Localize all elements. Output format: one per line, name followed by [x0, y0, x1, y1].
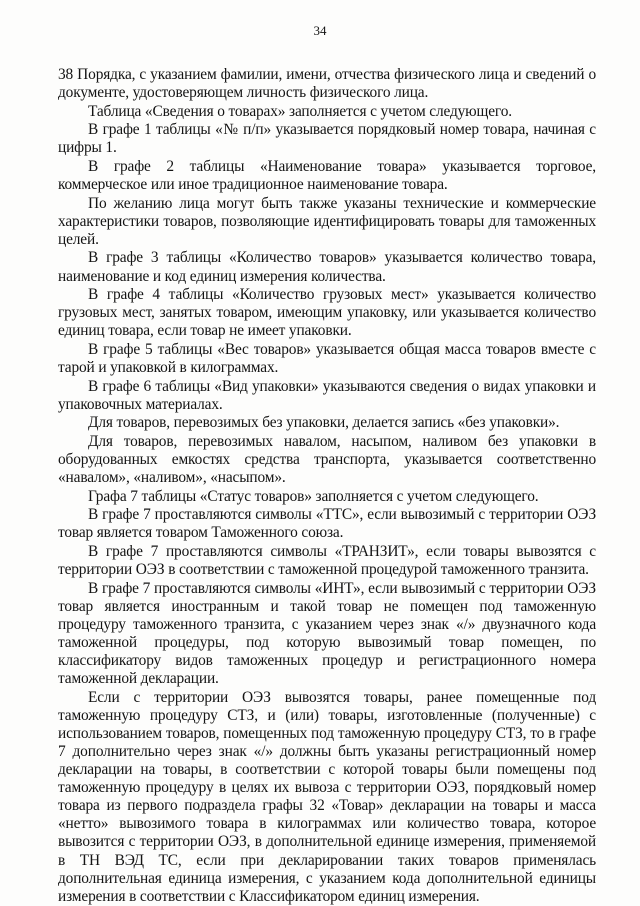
paragraph: В графе 3 таблицы «Количество товаров» указывается количество товара, наименование и код единиц измерения количества.: [58, 249, 596, 285]
paragraph: В графе 7 проставляются символы «ИНТ», если вывозимый с территории ОЭЗ товар является иностранным и такой товар не помещен под таможенную процедуру таможенного транзита, с указанием через знак «/» двузначного кода таможенной процедуры, под которую вывозимый товар помещен, по классификатору видов таможенных процедур и регистрационного номера таможенной декларации.: [58, 579, 596, 688]
paragraph: В графе 5 таблицы «Вес товаров» указывается общая масса товаров вместе с тарой и упаковкой в килограммах.: [58, 340, 596, 376]
paragraph: 38 Порядка, с указанием фамилии, имени, отчества физического лица и сведений о документе, удостоверяющем личность физического лица.: [58, 66, 596, 102]
document-body: [58, 66, 596, 906]
page-number: 34: [313, 23, 327, 38]
paragraph: Таблица «Сведения о товарах» заполняется с учетом следующего.: [88, 102, 512, 120]
paragraph: В графе 1 таблицы «№ п/п» указывается порядковый номер товара, начиная с цифры 1.: [58, 121, 596, 157]
paragraph: В графе 6 таблицы «Вид упаковки» указываются сведения о видах упаковки и упаковочных материалах.: [58, 377, 596, 413]
paragraph: В графе 4 таблицы «Количество грузовых мест» указывается количество грузовых мест, занятых товаром, имеющим упаковку, или указывается количество единиц товара, если товар не имеет упаковки.: [58, 286, 596, 340]
paragraph: В графе 7 проставляются символы «ТТС», если вывозимый с территории ОЭЗ товар является товаром Таможенного союза.: [58, 506, 596, 542]
paragraph: По желанию лица могут быть также указаны технические и коммерческие характеристики товаров, позволяющие идентифицировать товары для таможенных целей.: [58, 194, 596, 248]
paragraph: Если с территории ОЭЗ вывозятся товары, ранее помещенные под таможенную процедуру СТЗ, и (или) товары, изготовленные (полученные) с использованием товаров, помещенных под таможенную процедуру СТЗ, то в графе 7 дополнительно через знак «/» должны быть указаны регистрационный номер декларации на товары, в соответствии с которой товары были помещены под таможенную процедуру в целях их вывоза с территории ОЭЗ, порядковый номер товара из первого подраздела графы 32 «Товар» декларации на товары и масса «нетто» вывозимого товара в килограммах или количество товара, которое вывозится с территории ОЭЗ, в дополнительной единице измерения, применяемой в ТН ВЭД ТС, если при декларировании таких товаров применялась дополнительная единица измерения, с указанием кода дополнительной единицы измерения в соответствии с Классификатором единиц измерения.: [58, 688, 596, 905]
paragraph: Для товаров, перевозимых без упаковки, делается запись «без упаковки».: [88, 414, 560, 432]
paragraph: В графе 2 таблицы «Наименование товара» указывается торговое, коммерческое или иное традиционное наименование товара.: [58, 157, 596, 194]
paragraph: В графе 7 проставляются символы «ТРАНЗИТ», если товары вывозятся с территории ОЭЗ в соответствии с таможенной процедурой таможенного транзита.: [58, 542, 596, 579]
paragraph: Графа 7 таблицы «Статус товаров» заполняется с учетом следующего.: [88, 487, 539, 505]
paragraph: Для товаров, перевозимых навалом, насыпом, наливом без упаковки в оборудованных емкостях средства транспорта, указывается соответственно «навалом», «наливом», «насыпом».: [58, 432, 596, 487]
